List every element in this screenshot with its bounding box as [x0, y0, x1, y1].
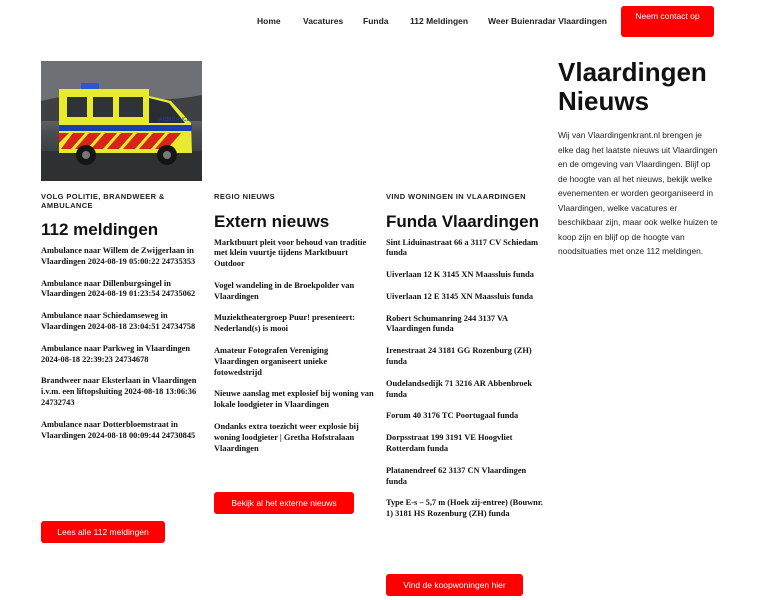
meldingen-item[interactable]: Ambulance naar Willem de Zwijgerlaan in Vlaardingen 2024-08-19 05:00:22 24735353 — [41, 246, 196, 266]
funda-item[interactable]: Sint Liduinastraat 66 a 3117 CV Schiedam funda — [386, 237, 539, 258]
meldingen-item[interactable]: Ambulance naar Schiedamseweg in Vlaardingen 2024-08-18 23:04:51 24734758 — [41, 311, 196, 331]
funda-item[interactable]: Oudelandsedijk 71 3216 AR Abbenbroek funda — [386, 378, 532, 399]
news-item[interactable]: Ondanks extra toezicht weer explosie bij woning loodgieter | Gretha Hofstralaan Vlaardingen — [214, 422, 359, 453]
svg-text:AMBULANCE: AMBULANCE — [159, 117, 191, 123]
meldingen-kicker: VOLG POLITIE, BRANDWEER & AMBULANCE — [41, 192, 165, 210]
site-title: Vlaardingen Nieuws — [558, 57, 707, 116]
extern-title: Extern nieuws — [214, 211, 330, 231]
meldingen-title: 112 meldingen — [41, 220, 159, 239]
meldingen-section — [41, 193, 201, 452]
contact-button[interactable]: Neem contact op — [621, 6, 714, 37]
news-item[interactable]: Marktbuurt pleit voor behoud van traditie met klein vuurtje tijdens Marktbuurt Outdoor — [214, 237, 367, 269]
funda-item[interactable]: Type E-s – 5,7 m (Hoek zij-entree) (Bouwnr. 1) 3181 HS Rozenburg (ZH) funda — [386, 498, 543, 519]
nav-vacatures[interactable]: Vacatures — [303, 16, 344, 26]
news-item[interactable]: Amateur Fotografen Vereniging Vlaardingen organiseert unieke fotowedstrijd — [214, 346, 329, 377]
funda-item[interactable]: Uiverlaan 12 E 3145 XN Maassluis funda — [386, 291, 534, 301]
funda-item[interactable]: Forum 40 3176 TC Poortugaal funda — [386, 411, 519, 421]
extern-kicker: REGIO NIEUWS — [214, 192, 276, 201]
extern-nieuws-section — [214, 193, 374, 465]
extern-nieuws-button[interactable]: Bekijk al het externe nieuws — [214, 492, 354, 514]
top-navigation — [0, 0, 760, 42]
funda-item[interactable]: Dorpsstraat 199 3191 VE Hoogvliet Rotterdam funda — [386, 433, 513, 454]
meldingen-item[interactable]: Brandweer naar Eksterlaan in Vlaardingen i.v.m. een liftopsluiting 2024-08-18 13:06:36 24732743 — [41, 376, 197, 407]
news-item[interactable]: Nieuwe aanslag met explosief bij woning van lokale loodgieter in Vlaardingen — [214, 389, 374, 410]
funda-kicker: VIND WONINGEN IN VLAARDINGEN — [386, 192, 526, 201]
ambulance-photo — [41, 61, 202, 181]
meldingen-item[interactable]: Ambulance naar Parkweg in Vlaardingen 2024-08-18 22:39:23 24734678 — [41, 343, 191, 364]
nav-weer-buienradar[interactable]: Weer Buienradar Vlaardingen — [488, 16, 607, 26]
funda-item[interactable]: Uiverlaan 12 K 3145 XN Maassluis funda — [386, 270, 534, 280]
site-description: Wij van Vlaardingenkrant.nl brengen je elke dag het laatste nieuws uit Vlaardingen en de omgeving van Vlaardingen. Blijf op de hoogte van al het nieuws, bekijk welke evenementen er worden georganiseerd in Vlaardingen, welke vacatures er beschikbaar zijn, maar ook welke huizen te koop zijn en blijf op de hoogte van noodsituaties met onze 112 meldingen. — [558, 130, 718, 256]
meldingen-item[interactable]: Ambulance naar Dillenburgsingel in Vlaardingen 2024-08-19 01:23:54 24735062 — [41, 278, 196, 299]
nav-112-meldingen[interactable]: 112 Meldingen — [410, 16, 469, 26]
funda-item[interactable]: Platanendreef 62 3137 CN Vlaardingen funda — [386, 465, 527, 486]
funda-section — [386, 193, 546, 531]
news-item[interactable]: Vogel wandeling in de Broekpolder van Vlaardingen — [214, 280, 355, 301]
meldingen-item[interactable]: Ambulance naar Dotterbloemstraat in Vlaardingen 2024-08-18 00:09:44 24730845 — [41, 419, 196, 440]
funda-item[interactable]: Irenestraat 24 3181 GG Rozenburg (ZH) funda — [386, 346, 532, 367]
news-item[interactable]: Muziektheatergroep Puur! presenteert: Nederland(s) is mooi — [214, 313, 356, 334]
funda-title: Funda Vlaardingen — [386, 211, 540, 231]
nav-home[interactable]: Home — [257, 16, 281, 26]
nav-funda[interactable]: Funda — [363, 16, 389, 26]
koopwoningen-button[interactable]: Vind de koopwoningen hier — [386, 574, 523, 596]
funda-item[interactable]: Robert Schumanring 244 3137 VA Vlaardingen funda — [386, 313, 508, 334]
all-meldingen-button[interactable]: Lees alle 112 meldingen — [41, 521, 165, 543]
ambulance-illustration — [41, 61, 202, 181]
